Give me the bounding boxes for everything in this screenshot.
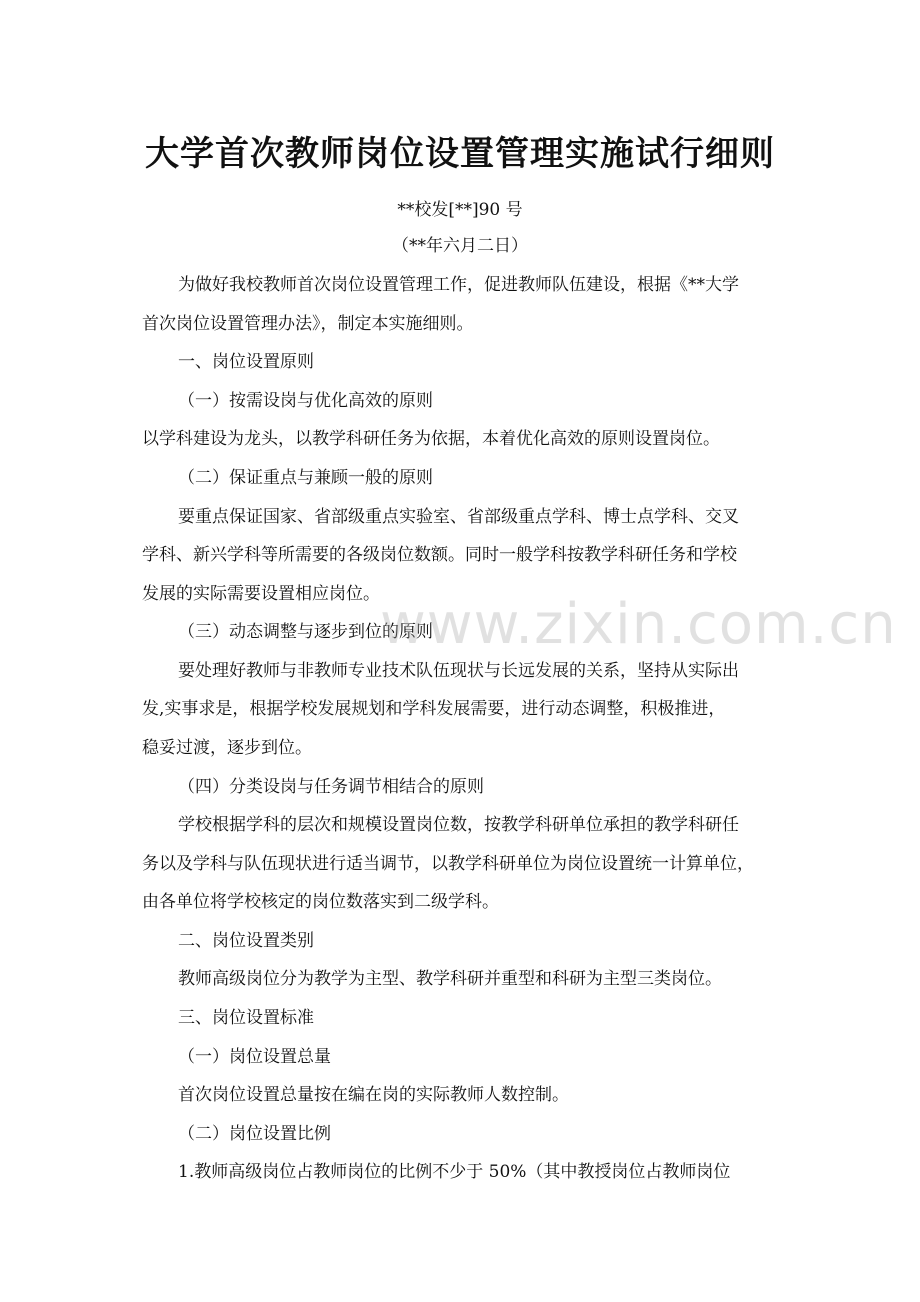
paragraph-line: 1.教师高级岗位占教师岗位的比例不少于 50%（其中教授岗位占教师岗位 <box>178 1162 731 1182</box>
paragraph-line: 稳妥过渡，逐步到位。 <box>142 738 312 758</box>
paragraph-line: 要处理好教师与非教师专业技术队伍现状与长远发展的关系，坚持从实际出 <box>178 661 739 681</box>
subsection-heading: （四）分类设岗与任务调节相结合的原则 <box>178 777 484 797</box>
paragraph-line: 要重点保证国家、省部级重点实验室、省部级重点学科、博士点学科、交叉 <box>178 507 739 527</box>
paragraph-line: 以学科建设为龙头，以教学科研任务为依据，本着优化高效的原则设置岗位。 <box>142 429 720 449</box>
document-number: **校发[**]90 号 <box>397 200 523 220</box>
section-heading: 一、岗位设置原则 <box>178 352 314 372</box>
paragraph-line: 学科、新兴学科等所需要的各级岗位数额。同时一般学科按教学科研任务和学校 <box>142 545 737 565</box>
paragraph-line: 务以及学科与队伍现状进行适当调节，以教学科研单位为岗位设置统一计算单位， <box>142 854 754 874</box>
subsection-heading: （三）动态调整与逐步到位的原则 <box>178 622 433 642</box>
section-heading: 二、岗位设置类别 <box>178 931 314 951</box>
subsection-heading: （二）保证重点与兼顾一般的原则 <box>178 468 433 488</box>
paragraph-line: 发展的实际需要设置相应岗位。 <box>142 584 380 604</box>
document-date: （**年六月二日） <box>392 236 528 256</box>
paragraph-line: 由各单位将学校核定的岗位数落实到二级学科。 <box>142 892 499 912</box>
paragraph-line: 首次岗位设置管理办法》，制定本实施细则。 <box>142 314 474 334</box>
paragraph-line: 学校根据学科的层次和规模设置岗位数，按教学科研单位承担的教学科研任 <box>178 815 739 835</box>
watermark: www.zixin.com.cn <box>380 592 897 657</box>
paragraph-line: 首次岗位设置总量按在编在岗的实际教师人数控制。 <box>178 1085 569 1105</box>
document-title: 大学首次教师岗位设置管理实施试行细则 <box>145 134 775 174</box>
subsection-heading: （二）岗位设置比例 <box>178 1124 331 1144</box>
paragraph-line: 为做好我校教师首次岗位设置管理工作，促进教师队伍建设，根据《**大学 <box>178 275 739 295</box>
paragraph-line: 发,实事求是，根据学校发展规划和学科发展需要，进行动态调整，积极推进， <box>142 699 726 719</box>
subsection-heading: （一）岗位设置总量 <box>178 1047 331 1067</box>
subsection-heading: （一）按需设岗与优化高效的原则 <box>178 391 433 411</box>
section-heading: 三、岗位设置标准 <box>178 1008 314 1028</box>
paragraph-line: 教师高级岗位分为教学为主型、教学科研并重型和科研为主型三类岗位。 <box>178 969 722 989</box>
